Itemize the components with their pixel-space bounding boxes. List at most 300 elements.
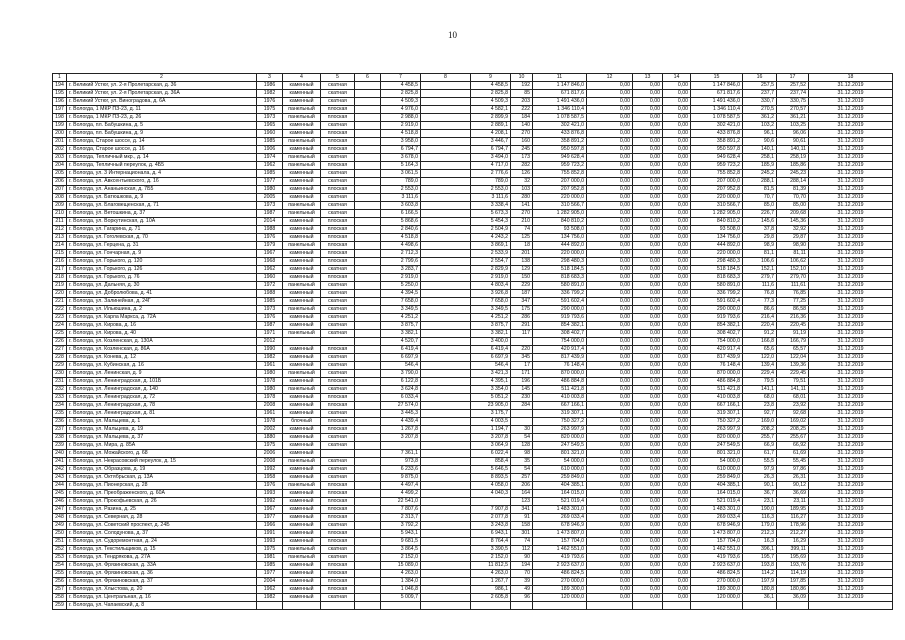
table-cell: г. Вологда, ул. Гончарная, д. 9 — [67, 250, 257, 258]
table-row — [53, 482, 893, 490]
table-cell: 754 000,0 — [533, 338, 587, 346]
table-cell — [381, 602, 421, 610]
table-cell: каменный — [283, 226, 321, 234]
table-cell: панельный — [283, 554, 321, 562]
table-cell: 90,61 — [777, 138, 809, 146]
table-cell: 31.12.2019 — [809, 162, 893, 170]
table-cell: 54 000,0 — [533, 458, 587, 466]
table-cell — [421, 530, 471, 538]
table-cell: 358 891,2 — [691, 138, 743, 146]
table-cell: г. Вологда, ул. Ильюшина, д. 2 — [67, 306, 257, 314]
table-cell: 1 346 110,4 — [533, 106, 587, 114]
table-cell — [587, 602, 633, 610]
table-cell — [421, 394, 471, 402]
table-cell: 0,00 — [587, 562, 633, 570]
table-cell: 197,9 — [743, 578, 777, 586]
table-cell: г. Вологда, пл. Бабушкина, д. 5 — [67, 122, 257, 130]
table-cell: 0,00 — [587, 314, 633, 322]
table-cell: скатная — [321, 282, 355, 290]
table-cell: 140 — [511, 122, 533, 130]
table-cell: 0,00 — [663, 82, 691, 90]
table-cell: 0,00 — [587, 498, 633, 506]
table-cell: 93 508,0 — [691, 226, 743, 234]
table-cell: скатная — [321, 266, 355, 274]
table-cell: 0,00 — [633, 186, 663, 194]
table-cell: панельный — [283, 546, 321, 554]
table-cell — [355, 114, 381, 122]
table-cell — [421, 258, 471, 266]
table-cell: 237,74 — [777, 90, 809, 98]
table-cell — [355, 98, 381, 106]
table-cell: 2 825,8 — [471, 90, 511, 98]
table-cell: 199 — [53, 122, 67, 130]
table-cell: 3 400,0 — [471, 338, 511, 346]
table-cell: 54 — [511, 466, 533, 474]
table-cell: 18 — [511, 242, 533, 250]
column-header: 15 — [691, 74, 743, 82]
table-cell: 229,45 — [777, 370, 809, 378]
table-cell: каменный — [283, 90, 321, 98]
table-cell — [355, 410, 381, 418]
table-cell: 0,00 — [587, 530, 633, 538]
table-cell — [421, 266, 471, 274]
table-cell: 1 483 301,0 — [533, 506, 587, 514]
table-cell: г. Вологда, ул. Ветошкина, д. 37 — [67, 210, 257, 218]
table-cell: 0,00 — [587, 386, 633, 394]
table-cell: 81,1 — [743, 250, 777, 258]
table-cell: 0,00 — [663, 498, 691, 506]
table-cell: 0,00 — [587, 554, 633, 562]
table-cell — [355, 122, 381, 130]
table-cell: 0,00 — [587, 82, 633, 90]
table-cell: 1967 — [257, 250, 283, 258]
table-cell: 31.12.2019 — [809, 538, 893, 546]
table-cell: 0,00 — [663, 186, 691, 194]
table-cell — [511, 418, 533, 426]
table-cell: 3 283,7 — [381, 266, 421, 274]
table-cell: 79,5 — [743, 378, 777, 386]
table-cell: 0,00 — [633, 506, 663, 514]
table-cell — [421, 122, 471, 130]
table-cell — [355, 450, 381, 458]
table-cell: 6 122,8 — [381, 378, 421, 386]
table-cell: каменный — [283, 362, 321, 370]
table-row — [53, 122, 893, 130]
table-cell: 185,9 — [743, 162, 777, 170]
table-cell: скатная — [321, 314, 355, 322]
column-header: 9 — [471, 74, 511, 82]
table-cell: 755 852,8 — [691, 170, 743, 178]
table-cell: 79,51 — [777, 378, 809, 386]
table-cell — [421, 210, 471, 218]
table-cell: 65,6 — [743, 346, 777, 354]
table-cell: скатная — [321, 178, 355, 186]
table-cell: 207 952,8 — [691, 186, 743, 194]
table-cell: плоская — [321, 490, 355, 498]
table-cell: г. Вологда, ул. Мальцева, д. 19 — [67, 426, 257, 434]
table-cell: 420 917,4 — [691, 346, 743, 354]
table-cell — [421, 578, 471, 586]
table-cell: 820 000,0 — [691, 434, 743, 442]
table-cell: 114,19 — [777, 570, 809, 578]
table-cell: 129 — [511, 266, 533, 274]
table-cell: г. Вологда, ул. Кубинская, д. 16 — [67, 362, 257, 370]
table-cell: 0,00 — [663, 266, 691, 274]
table-cell — [421, 418, 471, 426]
table-cell — [355, 546, 381, 554]
table-cell: 0,00 — [633, 82, 663, 90]
table-cell: каменный — [283, 426, 321, 434]
table-cell: 9 875,0 — [381, 474, 421, 482]
table-cell: г. Вологда, ул. Добролюбова, д. 41 — [67, 290, 257, 298]
table-cell: 253 — [53, 554, 67, 562]
table-cell: 1982 — [257, 594, 283, 602]
table-cell: г. Вологда, ул. Козленская, д. 130А — [67, 338, 257, 346]
table-cell: плоская — [321, 394, 355, 402]
table-cell: 0,00 — [587, 282, 633, 290]
table-cell: г. Великий Устюг, ул. 2-я Пролетарская, д. 36 — [67, 82, 257, 90]
table-cell: 7 361,1 — [381, 450, 421, 458]
table-cell — [355, 234, 381, 242]
table-row — [53, 354, 893, 362]
table-cell: 233 — [53, 394, 67, 402]
table-cell: 6 794,7 — [381, 146, 421, 154]
table-cell: 31.12.2019 — [809, 362, 893, 370]
table-cell: 6 419,4 — [471, 346, 511, 354]
table-cell: 0,00 — [587, 154, 633, 162]
table-cell: каменный — [283, 570, 321, 578]
table-cell: 1880 — [257, 434, 283, 442]
table-cell: 801 321,0 — [533, 450, 587, 458]
table-cell — [421, 474, 471, 482]
table-cell: 0,00 — [663, 274, 691, 282]
table-cell: 23,11 — [777, 498, 809, 506]
table-row — [53, 114, 893, 122]
table-cell: панельный — [283, 306, 321, 314]
table-cell: 0,00 — [587, 114, 633, 122]
table-cell: 404 385,1 — [691, 482, 743, 490]
table-cell: 257,5 — [743, 82, 777, 90]
table-cell: 31.12.2019 — [809, 506, 893, 514]
table-cell: 0,00 — [587, 250, 633, 258]
table-cell: г. Вологда, ул. Северная, д. 28 — [67, 514, 257, 522]
table-cell: 1 282 905,0 — [533, 210, 587, 218]
table-cell: 205 — [53, 170, 67, 178]
table-cell: 1965 — [257, 122, 283, 130]
table-cell: плоская — [321, 530, 355, 538]
table-cell: 31.12.2019 — [809, 370, 893, 378]
table-cell: каменный — [283, 346, 321, 354]
table-cell: 173 — [511, 154, 533, 162]
table-cell: 123 — [511, 498, 533, 506]
table-cell: г. Вологда, ул. Мальцева, д. 1 — [67, 418, 257, 426]
table-cell: г. Вологда, ул. Фрязиновская, д. 37 — [67, 578, 257, 586]
table-cell: 31.12.2019 — [809, 578, 893, 586]
table-row — [53, 378, 893, 386]
table-cell: 0,00 — [663, 394, 691, 402]
table-row — [53, 314, 893, 322]
table-cell: 90,12 — [777, 482, 809, 490]
table-cell: 0,00 — [633, 442, 663, 450]
table-cell: 219 — [53, 282, 67, 290]
table-cell: 150 — [511, 274, 533, 282]
table-cell: 0,00 — [663, 138, 691, 146]
table-cell: 336 799,2 — [691, 290, 743, 298]
table-cell — [355, 338, 381, 346]
table-cell — [355, 298, 381, 306]
table-cell: 2 919,0 — [381, 122, 421, 130]
table-cell: г. Вологда, 1 МКР ПЗ-23, д. 26 — [67, 114, 257, 122]
table-cell: 0,00 — [633, 106, 663, 114]
table-cell: г. Вологда, ул. Центральная, д. 16 — [67, 594, 257, 602]
table-cell: 521 019,4 — [691, 498, 743, 506]
table-cell: 0,00 — [633, 458, 663, 466]
table-cell — [421, 378, 471, 386]
table-cell: 279,7 — [743, 274, 777, 282]
table-cell — [421, 498, 471, 506]
table-cell: 1977 — [257, 570, 283, 578]
table-cell: 228 — [53, 354, 67, 362]
table-cell: 486 824,5 — [533, 570, 587, 578]
table-cell — [421, 218, 471, 226]
table-cell — [421, 354, 471, 362]
table-cell: каменный — [283, 474, 321, 482]
table-cell: 26,31 — [777, 474, 809, 482]
table-cell: 0,00 — [587, 162, 633, 170]
table-cell: 0,00 — [633, 162, 663, 170]
table-cell: 0,00 — [663, 530, 691, 538]
table-cell — [355, 218, 381, 226]
table-cell: 1975 — [257, 442, 283, 450]
table-cell: 2006 — [257, 450, 283, 458]
table-cell: 0,00 — [633, 122, 663, 130]
table-cell: 224 — [53, 322, 67, 330]
table-cell: 229 — [53, 362, 67, 370]
table-row — [53, 106, 893, 114]
table-cell: 0,00 — [587, 506, 633, 514]
table-cell: 0,00 — [633, 202, 663, 210]
table-cell: 270,57 — [777, 106, 809, 114]
table-cell: 0,00 — [663, 506, 691, 514]
table-cell: 31.12.2019 — [809, 154, 893, 162]
table-cell: 310 566,7 — [533, 202, 587, 210]
table-row — [53, 346, 893, 354]
table-cell: 207 000,0 — [691, 178, 743, 186]
table-cell: 1985 — [257, 562, 283, 570]
table-cell — [663, 602, 691, 610]
table-row — [53, 226, 893, 234]
table-cell: 210 — [53, 210, 67, 218]
table-cell: 0,00 — [633, 170, 663, 178]
table-cell: 0,00 — [633, 586, 663, 594]
table-cell: плоская — [321, 570, 355, 578]
table-cell: 218 — [53, 274, 67, 282]
table-cell: 0,00 — [663, 346, 691, 354]
table-cell: 0,00 — [587, 442, 633, 450]
table-cell: 210 — [511, 218, 533, 226]
table-cell: 248 — [53, 514, 67, 522]
table-cell: 5 164,3 — [381, 162, 421, 170]
table-cell: скатная — [321, 82, 355, 90]
table-cell: г. Вологда, ул. Ленинградская, д. 72 — [67, 394, 257, 402]
table-cell: каменный — [283, 538, 321, 546]
table-cell: 31.12.2019 — [809, 250, 893, 258]
table-cell: 789,0 — [471, 178, 511, 186]
table-cell: 7 807,6 — [381, 506, 421, 514]
table-cell — [355, 314, 381, 322]
table-cell: 0,00 — [663, 410, 691, 418]
table-cell: 255,7 — [743, 434, 777, 442]
table-cell: 358 891,2 — [533, 138, 587, 146]
table-cell: 518 184,5 — [691, 266, 743, 274]
table-cell: 3 875,7 — [381, 322, 421, 330]
table-cell: 0,00 — [587, 402, 633, 410]
table-cell: 610 000,0 — [691, 466, 743, 474]
table-cell: 92,7 — [743, 410, 777, 418]
table-cell: 0,00 — [663, 282, 691, 290]
table-cell: 0,00 — [663, 434, 691, 442]
table-cell: г. Вологда, ул. Ленинградская, д. 101Б — [67, 378, 257, 386]
table-cell: г. Вологда, Тепличный мкр., д. 14 — [67, 154, 257, 162]
table-cell: 103,2 — [743, 122, 777, 130]
table-cell: 1993 — [257, 490, 283, 498]
table-cell: 180,8 — [743, 586, 777, 594]
table-cell: 361,2 — [743, 114, 777, 122]
table-cell: скатная — [321, 354, 355, 362]
table-cell: 4 518,8 — [381, 130, 421, 138]
table-cell: 2 533,9 — [471, 250, 511, 258]
table-cell: 4 520,7 — [381, 338, 421, 346]
table-cell: скатная — [321, 322, 355, 330]
table-cell: 5 454,3 — [471, 218, 511, 226]
table-cell: скатная — [321, 434, 355, 442]
table-cell: 0,00 — [587, 234, 633, 242]
table-cell: 0,00 — [633, 90, 663, 98]
table-cell: 0,00 — [663, 522, 691, 530]
table-cell — [421, 434, 471, 442]
table-cell: 4 458,5 — [471, 82, 511, 90]
table-cell: г. Вологда, ул. Залинейная, д. 24Г — [67, 298, 257, 306]
table-cell — [421, 194, 471, 202]
table-cell — [355, 538, 381, 546]
table-row — [53, 362, 893, 370]
table-cell: 1992 — [257, 466, 283, 474]
table-cell — [421, 410, 471, 418]
table-cell: 31.12.2019 — [809, 450, 893, 458]
table-cell: 194 — [511, 562, 533, 570]
table-cell: 26,3 — [743, 474, 777, 482]
table-cell — [421, 314, 471, 322]
table-cell: 70,7 — [743, 194, 777, 202]
table-cell: 54 — [511, 434, 533, 442]
table-cell: 0,00 — [633, 386, 663, 394]
table-cell: 0,00 — [633, 234, 663, 242]
table-cell: 0,00 — [633, 578, 663, 586]
table-cell: 1974 — [257, 154, 283, 162]
table-cell: 290 000,0 — [533, 306, 587, 314]
table-row — [53, 586, 893, 594]
table-cell — [355, 594, 381, 602]
table-cell: 3 111,6 — [471, 194, 511, 202]
table-cell: панельный — [283, 482, 321, 490]
table-cell: 234 — [53, 402, 67, 410]
table-cell: каменный — [283, 394, 321, 402]
table-cell: 0,00 — [663, 114, 691, 122]
table-cell: 9 681,5 — [381, 538, 421, 546]
table-cell: 0,00 — [663, 362, 691, 370]
table-cell: 3 338,4 — [471, 202, 511, 210]
table-cell — [355, 602, 381, 610]
table-cell: 0,00 — [633, 554, 663, 562]
table-cell: 2 899,9 — [471, 114, 511, 122]
table-cell: г. Вологда, ул. Можайского, д. 68 — [67, 450, 257, 458]
table-cell: 31.12.2019 — [809, 410, 893, 418]
table-cell: 7 658,0 — [471, 298, 511, 306]
table-cell: г. Вологда, ул. Гоголевская, д. 70 — [67, 234, 257, 242]
table-cell: 74 — [511, 226, 533, 234]
table-cell: 302 421,0 — [691, 122, 743, 130]
table-cell: 330,7 — [743, 98, 777, 106]
table-cell: скатная — [321, 298, 355, 306]
table-cell: 610 000,0 — [533, 466, 587, 474]
table-row — [53, 258, 893, 266]
table-cell — [355, 506, 381, 514]
table-cell: 195,69 — [777, 554, 809, 562]
table-cell — [421, 402, 471, 410]
table-cell: плоская — [321, 162, 355, 170]
table-cell: 404 385,1 — [533, 482, 587, 490]
table-cell — [355, 242, 381, 250]
table-cell: 263 997,9 — [533, 426, 587, 434]
table-cell: 2 313,7 — [381, 514, 421, 522]
table-cell: плоская — [321, 130, 355, 138]
table-cell: 1980 — [257, 370, 283, 378]
table-cell — [355, 554, 381, 562]
table-cell: 4 263,0 — [471, 570, 511, 578]
table-cell — [355, 154, 381, 162]
table-cell: 0,00 — [587, 578, 633, 586]
table-cell: 169,02 — [777, 418, 809, 426]
table-cell — [355, 378, 381, 386]
table-cell: 0,00 — [633, 370, 663, 378]
table-cell: 308 402,7 — [691, 330, 743, 338]
table-cell — [355, 194, 381, 202]
table-cell: 98,90 — [777, 242, 809, 250]
table-cell: 117 — [511, 330, 533, 338]
table-cell — [421, 514, 471, 522]
table-cell: каменный — [283, 578, 321, 586]
table-cell: 23,1 — [743, 498, 777, 506]
table-cell: 222 — [53, 306, 67, 314]
table-cell: 23,92 — [777, 402, 809, 410]
table-cell: 511 421,8 — [691, 386, 743, 394]
table-cell: каменный — [283, 170, 321, 178]
table-cell — [421, 370, 471, 378]
table-cell: 0,00 — [587, 298, 633, 306]
table-cell: 4 976,0 — [381, 106, 421, 114]
table-cell: 208 — [53, 194, 67, 202]
table-cell — [355, 522, 381, 530]
table-cell: 1 078 587,5 — [691, 114, 743, 122]
table-cell: 2014 — [257, 218, 283, 226]
table-cell: 31.12.2019 — [809, 170, 893, 178]
table-cell: скатная — [321, 194, 355, 202]
table-cell: скатная — [321, 306, 355, 314]
table-cell: 0,00 — [587, 370, 633, 378]
table-cell: плоская — [321, 482, 355, 490]
table-cell: скатная — [321, 410, 355, 418]
table-cell: 55,45 — [777, 458, 809, 466]
